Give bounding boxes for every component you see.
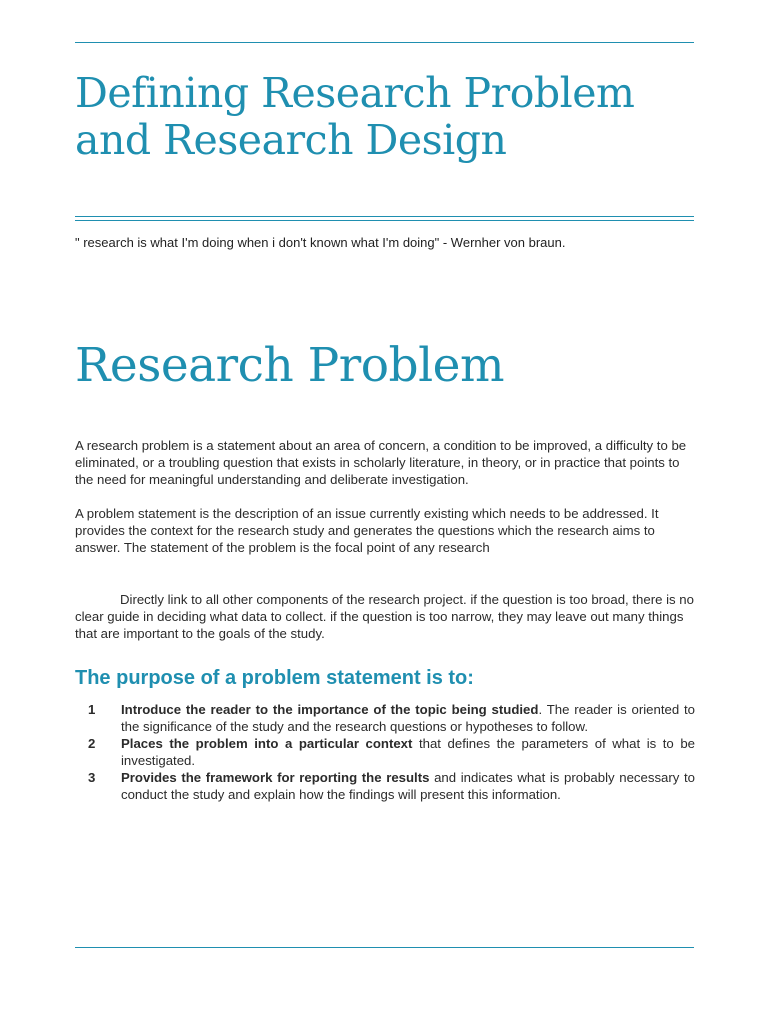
bottom-rule — [75, 947, 694, 948]
paragraph-definition: A research problem is a statement about an area of concern, a condition to be improved, a difficulty to be eliminated, or a troubling question that exists in scholarly literature, in theory, or in practice that points to the need for meaningful understanding and deliberate investigation. — [75, 438, 687, 487]
list-item-number: 1 — [88, 702, 96, 717]
document-title: Defining Research Problem and Research Design — [75, 69, 635, 164]
list-item-number: 2 — [88, 736, 96, 751]
list-item — [75, 701, 695, 735]
list-item-lead: Provides the framework for reporting the results — [121, 770, 430, 785]
section-heading: Research Problem — [75, 338, 505, 393]
list-item-text: and indicates what is probably necessary to conduct the study and explain how the findings will present this information. — [121, 770, 695, 802]
purpose-subheading: The purpose of a problem statement is to: — [75, 667, 474, 689]
paragraph-problem-statement: A problem statement is the description of an issue currently existing which needs to be addressed. It provides the context for the research study and generates the questions which the research aims to answer. The statement of the problem is the focal point of any research — [75, 506, 659, 555]
purpose-list — [75, 701, 695, 803]
title-divider — [75, 216, 694, 221]
top-rule — [75, 42, 694, 43]
paragraph-scope: Directly link to all other components of the research project. if the question is too broad, there is no clear guide in deciding what data to collect. if the question is too narrow, they may leave out many things that are important to the goals of the study. — [75, 592, 694, 641]
list-item-text: that defines the parameters of what is to be investigated. — [121, 736, 695, 768]
list-item-lead: Introduce the reader to the importance of the topic being studied — [121, 702, 539, 717]
list-item — [75, 769, 695, 803]
list-item — [75, 735, 695, 769]
list-item-text: . The reader is oriented to the significance of the study and the research questions or hypotheses to follow. — [121, 702, 695, 734]
list-item-number: 3 — [88, 770, 96, 785]
list-item-lead: Places the problem into a particular context — [121, 736, 413, 751]
epigraph-quote: " research is what I'm doing when i don't known what I'm doing" - Wernher von braun. — [75, 235, 566, 250]
